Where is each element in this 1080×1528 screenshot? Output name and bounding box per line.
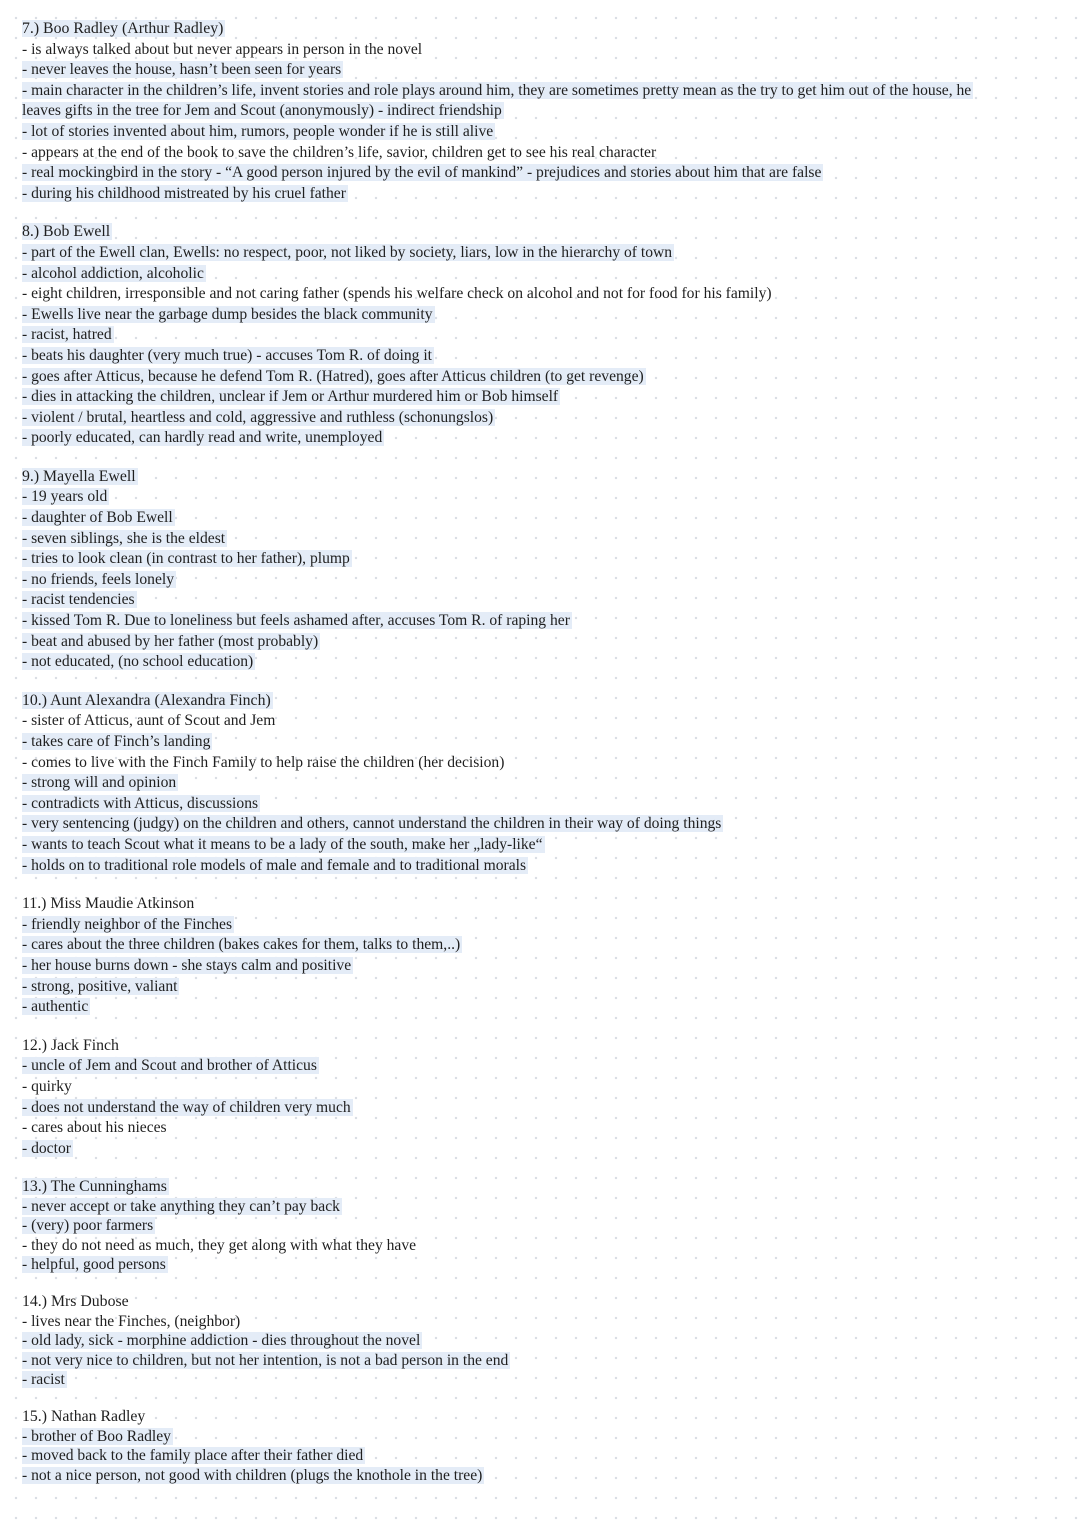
- note-line: - no friends, feels lonely: [22, 570, 174, 588]
- section-nathan-radley: [22, 1407, 1062, 1485]
- note-line: - old lady, sick - morphine addiction - dies throughout the novel: [22, 1332, 421, 1350]
- note-line: - is always talked about but never appears in person in the novel: [22, 40, 423, 58]
- note-line: - goes after Atticus, because he defend Tom R. (Hatred), goes after Atticus children (to get revenge): [22, 367, 644, 385]
- note-line: - during his childhood mistreated by his cruel father: [22, 184, 346, 202]
- note-line: - beat and abused by her father (most probably): [22, 632, 319, 650]
- note-line: - dies in attacking the children, unclear if Jem or Arthur murdered him or Bob himself: [22, 388, 559, 406]
- note-line: - sister of Atticus, aunt of Scout and Jem: [22, 712, 276, 730]
- note-line: - violent / brutal, heartless and cold, aggressive and ruthless (schonungslos): [22, 408, 494, 426]
- section-bob-ewell: [22, 222, 1062, 449]
- note-line: - lot of stories invented about him, rumors, people wonder if he is still alive: [22, 122, 494, 140]
- note-line: - does not understand the way of children very much: [22, 1098, 351, 1116]
- note-line: - daughter of Bob Ewell: [22, 509, 173, 527]
- section-title: 12.) Jack Finch: [22, 1036, 119, 1054]
- note-line: - (very) poor farmers: [22, 1217, 154, 1235]
- note-line: - authentic: [22, 998, 89, 1016]
- section-title: 9.) Mayella Ewell: [22, 467, 136, 485]
- section-title: 7.) Boo Radley (Arthur Radley): [22, 20, 224, 37]
- note-line: - strong, positive, valiant: [22, 977, 178, 995]
- note-line: - kissed Tom R. Due to loneliness but feels ashamed after, accuses Tom R. of raping her: [22, 612, 570, 630]
- note-line: - helpful, good persons: [22, 1255, 166, 1273]
- note-line: - beats his daughter (very much true) - accuses Tom R. of doing it: [22, 346, 433, 364]
- note-line: - uncle of Jem and Scout and brother of Atticus: [22, 1057, 317, 1075]
- note-line: - poorly educated, can hardly read and write, unemployed: [22, 429, 383, 447]
- note-line: - Ewells live near the garbage dump besides the black community: [22, 305, 433, 323]
- section-boo-radley: [22, 19, 1062, 204]
- note-line: - never leaves the house, hasn’t been seen for years: [22, 61, 342, 79]
- section-title: 8.) Bob Ewell: [22, 223, 111, 241]
- note-line: - takes care of Finch’s landing: [22, 733, 211, 750]
- section-aunt-alexandra: [22, 691, 1062, 876]
- note-line: - lives near the Finches, (neighbor): [22, 1312, 241, 1330]
- note-line: - racist, hatred: [22, 326, 112, 344]
- note-line: - part of the Ewell clan, Ewells: no respect, poor, not liked by society, liars, low in the hierarchy of town: [22, 243, 673, 261]
- note-line: - not educated, (no school education): [22, 653, 254, 671]
- note-line: - main character in the children’s life, invent stories and role plays around him, they are sometimes pretty mean as the try to get him out of the house, he leaves gifts in the tree for Jem and Scout (anonymously) - indirect friendship: [22, 81, 972, 120]
- section-title: 11.) Miss Maudie Atkinson: [22, 895, 195, 913]
- section-mayella-ewell: [22, 467, 1062, 673]
- note-line: - brother of Boo Radley: [22, 1427, 171, 1445]
- note-line: - moved back to the family place after their father died: [22, 1447, 364, 1465]
- note-line: - wants to teach Scout what it means to be a lady of the south, make her „lady-like“: [22, 835, 543, 853]
- note-line: - racist tendencies: [22, 591, 135, 609]
- section-miss-maudie: [22, 894, 1062, 1018]
- note-line: - friendly neighbor of the Finches: [22, 915, 233, 933]
- note-line: - cares about the three children (bakes cakes for them, talks to them,..): [22, 936, 461, 954]
- note-line: - they do not need as much, they get along with what they have: [22, 1236, 417, 1254]
- note-line: - alcohol addiction, alcoholic: [22, 264, 204, 282]
- note-line: - very sentencing (judgy) on the children and others, cannot understand the children in their way of doing things: [22, 815, 722, 833]
- note-line: - racist: [22, 1370, 65, 1388]
- note-line: - her house burns down - she stays calm and positive: [22, 956, 352, 974]
- section-title: 15.) Nathan Radley: [22, 1408, 146, 1426]
- note-line: - contradicts with Atticus, discussions: [22, 794, 259, 812]
- note-line: - tries to look clean (in contrast to her father), plump: [22, 550, 350, 568]
- section-jack-finch: [22, 1036, 1062, 1160]
- note-line: - not a nice person, not good with children (plugs the knothole in the tree): [22, 1466, 483, 1484]
- note-line: - cares about his nieces: [22, 1119, 167, 1137]
- note-line: - seven siblings, she is the eldest: [22, 529, 226, 547]
- note-line: - comes to live with the Finch Family to help raise the children (her decision): [22, 753, 505, 771]
- note-line: - appears at the end of the book to save the children’s life, savior, children get to see his real character: [22, 143, 657, 161]
- note-line: - strong will and opinion: [22, 774, 177, 792]
- note-line: - holds on to traditional role models of male and female and to traditional morals: [22, 856, 527, 874]
- note-line: - not very nice to children, but not her intention, is not a bad person in the end: [22, 1351, 509, 1369]
- section-title: 14.) Mrs Dubose: [22, 1293, 129, 1311]
- section-cunninghams: [22, 1177, 1062, 1274]
- section-title: 13.) The Cunninghams: [22, 1178, 167, 1196]
- note-line: - 19 years old: [22, 488, 108, 506]
- note-line: - eight children, irresponsible and not caring father (spends his welfare check on alcohol and not for food for his family): [22, 285, 772, 303]
- note-line: - never accept or take anything they can’t pay back: [22, 1197, 340, 1215]
- note-line: - real mockingbird in the story - “A good person injured by the evil of mankind” - prejudices and stories about him that are false: [22, 164, 822, 182]
- note-line: - quirky: [22, 1077, 72, 1095]
- section-mrs-dubose: [22, 1292, 1062, 1389]
- section-title: 10.) Aunt Alexandra (Alexandra Finch): [22, 691, 271, 709]
- note-line: - doctor: [22, 1139, 71, 1157]
